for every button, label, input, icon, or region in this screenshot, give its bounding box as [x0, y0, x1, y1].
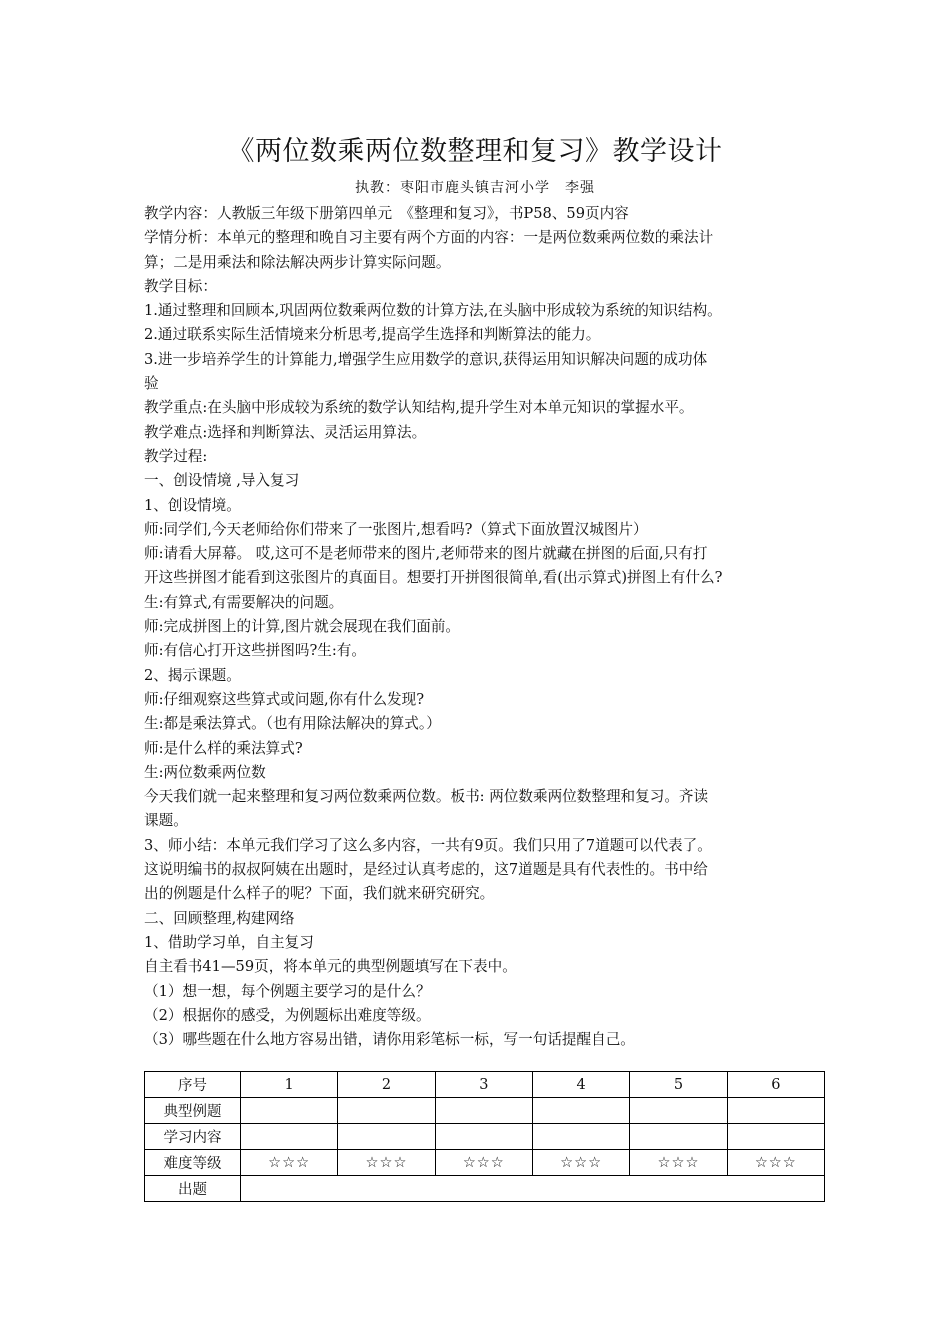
- text-line: 3.进一步培养学生的计算能力,增强学生应用数学的意识,获得运用知识解决问题的成功体: [144, 350, 708, 368]
- row-label: 典型例题: [145, 1098, 241, 1124]
- text-line: 教学过程:: [144, 447, 208, 465]
- table-header-cell: 1: [241, 1072, 338, 1098]
- star-rating: ☆☆☆: [338, 1150, 435, 1176]
- table-cell: [241, 1176, 825, 1202]
- text-line: （1）想一想，每个例题主要学习的是什么？: [144, 982, 431, 1000]
- row-label: 难度等级: [145, 1150, 241, 1176]
- star-rating: ☆☆☆: [241, 1150, 338, 1176]
- text-line: 验: [144, 375, 159, 393]
- text-line: 师:同学们,今天老师给你们带来了一张图片,想看吗?（算式下面放置汉城图片）: [144, 520, 648, 538]
- text-line: 教学重点:在头脑中形成较为系统的数学认知结构,提升学生对本单元知识的掌握水平。: [144, 399, 694, 417]
- table-cell: [435, 1098, 532, 1124]
- text-line: 自主看书41—59页，将本单元的典型例题填写在下表中。: [144, 958, 517, 976]
- table-header-cell: 序号: [145, 1072, 241, 1098]
- text-line: 教学目标：: [144, 277, 217, 295]
- text-line: 课题。: [144, 812, 188, 830]
- star-rating: ☆☆☆: [630, 1150, 727, 1176]
- row-label: 出题: [145, 1176, 241, 1202]
- table-header-cell: 2: [338, 1072, 435, 1098]
- text-line: 出的例题是什么样子的呢？下面，我们就来研究研究。: [144, 885, 495, 903]
- table-cell: [338, 1098, 435, 1124]
- document-title: 《两位数乘两位数整理和复习》教学设计: [227, 136, 723, 167]
- text-line: 开这些拼图才能看到这张图片的真面目。想要打开拼图很简单,看(出示算式)拼图上有什么?: [144, 569, 723, 587]
- table-cell: [241, 1098, 338, 1124]
- example-table: [144, 1071, 825, 1202]
- table-header-row: [145, 1072, 825, 1098]
- row-label: 学习内容: [145, 1124, 241, 1150]
- table-row: [145, 1098, 825, 1124]
- table-cell: [727, 1098, 824, 1124]
- text-line: 师:请看大屏幕。 哎,这可不是老师带来的图片,老师带来的图片就藏在拼图的后面,只有打: [144, 545, 708, 563]
- text-line: （2）根据你的感受，为例题标出难度等级。: [144, 1006, 431, 1024]
- table-cell: [532, 1124, 629, 1150]
- text-line: 今天我们就一起来整理和复习两位数乘两位数。板书: 两位数乘两位数整理和复习。齐读: [144, 788, 709, 806]
- table-cell: [532, 1098, 629, 1124]
- table-header-cell: 5: [630, 1072, 727, 1098]
- text-line: 生:都是乘法算式。（也有用除法解决的算式。）: [144, 715, 441, 733]
- text-line: 2.通过联系实际生活情境来分析思考,提高学生选择和判断算法的能力。: [144, 326, 601, 344]
- text-line: 1、借助学习单，自主复习: [144, 933, 314, 951]
- text-line: 算；二是用乘法和除法解决两步计算实际问题。: [144, 253, 451, 271]
- text-line: 师:仔细观察这些算式或问题,你有什么发现?: [144, 690, 425, 708]
- text-line: 一、创设情境 ,导入复习: [144, 472, 300, 490]
- text-line: （3）哪些题在什么地方容易出错，请你用彩笔标一标，写一句话提醒自己。: [144, 1031, 635, 1049]
- text-line: 师:有信心打开这些拼图吗?生:有。: [144, 642, 366, 660]
- table-row: [145, 1150, 825, 1176]
- text-line: 教学难点:选择和判断算法、灵活运用算法。: [144, 423, 427, 441]
- document-author: 执教：枣阳市鹿头镇吉河小学 李强: [355, 180, 595, 196]
- text-line: 教学内容：人教版三年级下册第四单元 《整理和复习》，书P58、59页内容: [144, 205, 629, 222]
- table-header-cell: 6: [727, 1072, 824, 1098]
- text-line: 生:有算式,有需要解决的问题。: [144, 593, 344, 611]
- text-line: 师:是什么样的乘法算式?: [144, 739, 303, 757]
- star-rating: ☆☆☆: [435, 1150, 532, 1176]
- text-line: 3、师小结：本单元我们学习了这么多内容，一共有9页。我们只用了7道题可以代表了。: [144, 836, 712, 854]
- text-line: 学情分析：本单元的整理和晚自习主要有两个方面的内容：一是两位数乘两位数的乘法计: [144, 229, 714, 247]
- table-cell: [338, 1124, 435, 1150]
- text-line: 1.通过整理和回顾本,巩固两位数乘两位数的计算方法,在头脑中形成较为系统的知识结构。: [144, 302, 722, 320]
- table-cell: [727, 1124, 824, 1150]
- table-cell: [630, 1124, 727, 1150]
- table-row: [145, 1124, 825, 1150]
- text-line: 生:两位数乘两位数: [144, 763, 266, 781]
- star-rating: ☆☆☆: [532, 1150, 629, 1176]
- table-cell: [435, 1124, 532, 1150]
- text-line: 师:完成拼图上的计算,图片就会展现在我们面前。: [144, 618, 461, 636]
- text-line: 2、揭示课题。: [144, 666, 241, 684]
- text-line: 二、回顾整理,构建网络: [144, 909, 295, 927]
- table-header-cell: 4: [532, 1072, 629, 1098]
- table-header-cell: 3: [435, 1072, 532, 1098]
- text-line: 这说明编书的叔叔阿姨在出题时，是经过认真考虑的，这7道题是具有代表性的。书中给: [144, 861, 708, 879]
- star-rating: ☆☆☆: [727, 1150, 824, 1176]
- table-row: [145, 1176, 825, 1202]
- table-cell: [241, 1124, 338, 1150]
- text-line: 1、创设情境。: [144, 496, 241, 514]
- table-cell: [630, 1098, 727, 1124]
- document-body: [144, 202, 828, 1052]
